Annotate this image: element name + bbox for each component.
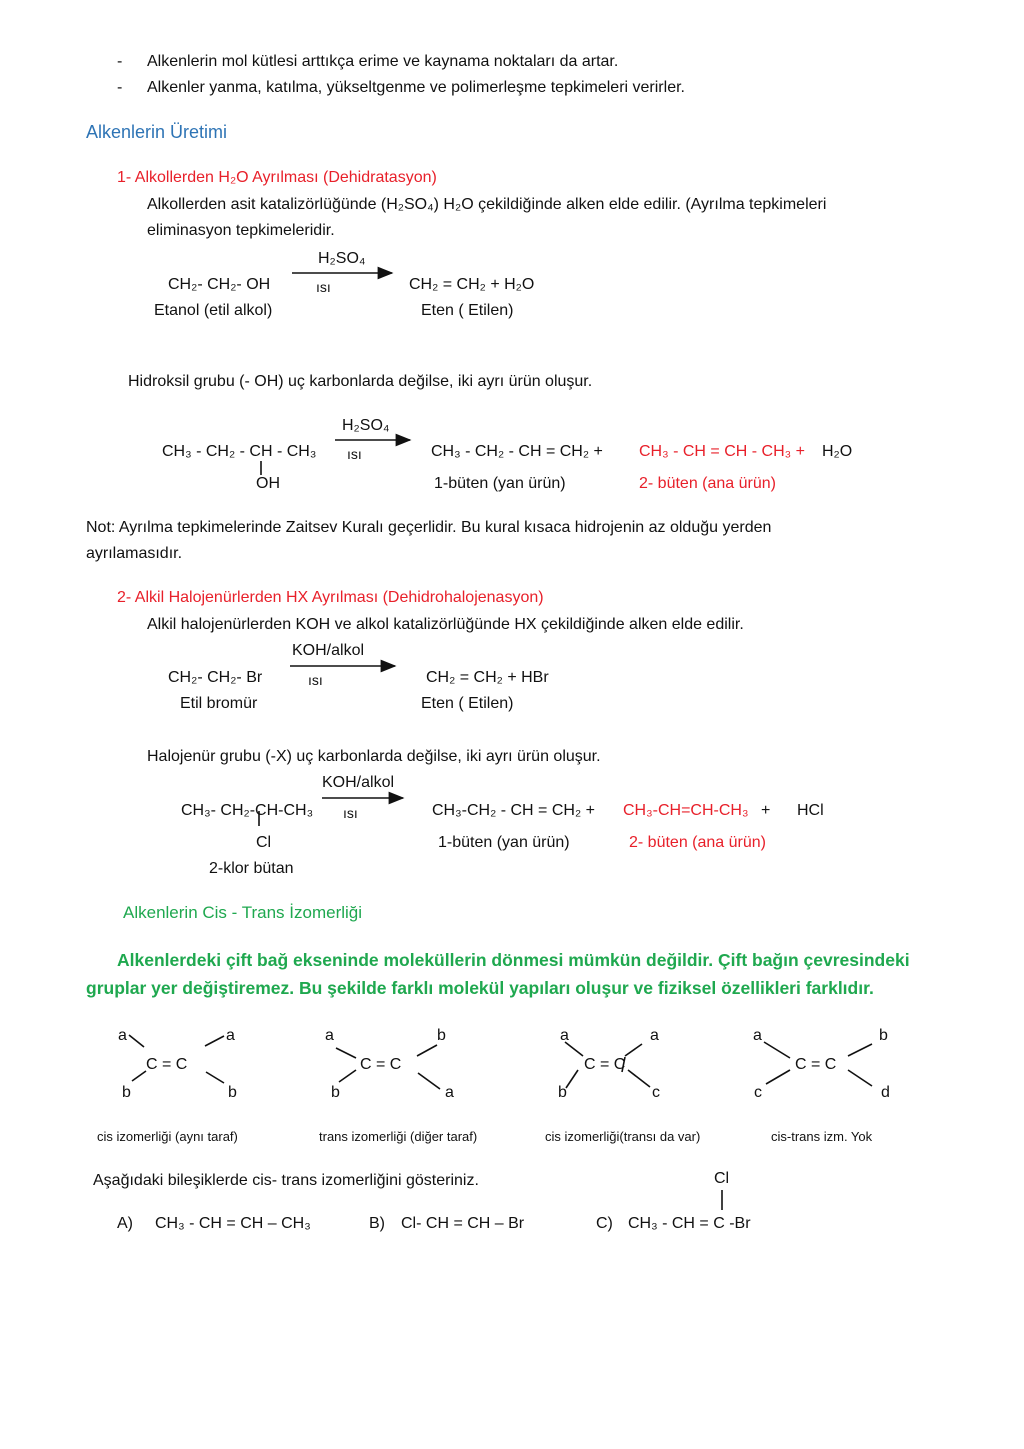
exercise-b-formula: Cl- CH = CH – Br bbox=[401, 1215, 525, 1232]
struct4-tr: b bbox=[879, 1027, 888, 1044]
r4-reactant-name: 2-klor bütan bbox=[209, 860, 294, 877]
hydroxyl-note: Hidroksil grubu (- OH) uç karbonlarda değilse, iki ayrı ürün oluşur. bbox=[128, 373, 593, 390]
struct1-core: C = C bbox=[146, 1056, 188, 1073]
struct2-tl: a bbox=[325, 1027, 334, 1044]
r4-substituent: Cl bbox=[256, 834, 272, 851]
struct2-tr: b bbox=[437, 1027, 446, 1044]
r2-water: H₂O bbox=[822, 443, 853, 460]
part2-line1: Alkil halojenürlerden KOH ve alkol katalizörlüğünde HX çekildiğinde alken elde edilir. bbox=[147, 616, 744, 633]
bullet-text: Alkenler yanma, katılma, yükseltgenme ve polimerleşme tepkimeleri verirler. bbox=[147, 79, 685, 96]
isomer-title: Alkenlerin Cis - Trans İzomerliği bbox=[123, 903, 363, 922]
r4-heat: ısı bbox=[343, 805, 358, 821]
struct1-tl: a bbox=[118, 1027, 127, 1044]
r4-main-product: CH₃-CH=CH-CH₃ bbox=[623, 802, 749, 819]
r4-side-product: CH₃-CH₂ - CH = CH₂ + bbox=[432, 802, 595, 819]
struct4-tl: a bbox=[753, 1027, 762, 1044]
struct4-bl: c bbox=[754, 1084, 762, 1101]
exercise-b-label: B) bbox=[369, 1215, 385, 1232]
struct1-bl: b bbox=[122, 1084, 131, 1101]
r4-main-name: 2- büten (ana ürün) bbox=[629, 834, 766, 851]
r1-reactant: CH₂- CH₂- OH bbox=[168, 276, 271, 293]
zaitsev-note-line1: Not: Ayrılma tepkimelerinde Zaitsev Kuralı geçerlidir. Bu kural kısaca hidrojenin az olduğu yerden bbox=[86, 519, 772, 536]
r2-catalyst: H₂SO₄ bbox=[342, 417, 390, 434]
r2-main-name: 2- büten (ana ürün) bbox=[639, 475, 776, 492]
struct2-core: C = C bbox=[360, 1056, 402, 1073]
r4-reactant: CH₃- CH₂-CH-CH₃ bbox=[181, 802, 314, 819]
r3-catalyst: KOH/alkol bbox=[292, 642, 365, 659]
struct1-caption: cis izomerliği (aynı taraf) bbox=[97, 1129, 238, 1144]
struct3-tr: a bbox=[650, 1027, 659, 1044]
r1-catalyst: H₂SO₄ bbox=[318, 250, 366, 267]
r2-side-name: 1-büten (yan ürün) bbox=[434, 475, 566, 492]
r4-catalyst: KOH/alkol bbox=[322, 774, 395, 791]
struct4-core: C = C bbox=[795, 1056, 837, 1073]
struct3-caption: cis izomerliği(transı da var) bbox=[545, 1129, 701, 1144]
exercise-c-substituent: Cl bbox=[714, 1170, 730, 1187]
exercise-a-formula: CH₃ - CH = CH – CH₃ bbox=[155, 1215, 311, 1232]
r2-heat: ısı bbox=[347, 446, 362, 462]
part1-heading: 1- Alkollerden H₂O Ayrılması (Dehidratasyon) bbox=[117, 169, 437, 186]
isomer-paragraph-line2: gruplar yer değiştiremez. Bu şekilde farklı molekül yapıları oluşur ve fiziksel özellikleri farklıdır. bbox=[86, 978, 874, 998]
r3-reactant: CH₂- CH₂- Br bbox=[168, 669, 263, 686]
r4-side-name: 1-büten (yan ürün) bbox=[438, 834, 570, 851]
isomer-paragraph-line1: Alkenlerdeki çift bağ ekseninde moleküllerin dönmesi mümkün değildir. Çift bağın çevresindeki bbox=[117, 950, 910, 970]
zaitsev-note-line2: ayrılamasıdır. bbox=[86, 545, 183, 562]
r4-hcl: HCl bbox=[797, 802, 824, 819]
r2-side-product: CH₃ - CH₂ - CH = CH₂ + bbox=[431, 443, 603, 460]
r2-reactant: CH₃ - CH₂ - CH - CH₃ bbox=[162, 443, 317, 460]
r1-product: CH₂ = CH₂ + H₂O bbox=[409, 276, 535, 293]
r3-product-name: Eten ( Etilen) bbox=[421, 695, 514, 712]
struct3-tl: a bbox=[560, 1027, 569, 1044]
struct2-bl: b bbox=[331, 1084, 340, 1101]
struct3-bl: b bbox=[558, 1084, 567, 1101]
bullet-text: Alkenlerin mol kütlesi arttıkça erime ve kaynama noktaları da artar. bbox=[147, 53, 619, 70]
part2-heading: 2- Alkil Halojenürlerden HX Ayrılması (Dehidrohalojenasyon) bbox=[117, 589, 544, 606]
r2-main-product: CH₃ - CH = CH - CH₃ + bbox=[639, 443, 805, 460]
r3-product: CH₂ = CH₂ + HBr bbox=[426, 669, 549, 686]
section-title: Alkenlerin Üretimi bbox=[86, 122, 228, 142]
bullet-dash: - bbox=[117, 79, 123, 96]
exercise-c-formula: CH₃ - CH = C -Br bbox=[628, 1215, 751, 1232]
struct2-caption: trans izomerliği (diğer taraf) bbox=[319, 1129, 478, 1144]
r1-heat: ısı bbox=[316, 279, 331, 295]
r2-substituent: OH bbox=[256, 475, 280, 492]
halide-note: Halojenür grubu (-X) uç karbonlarda değilse, iki ayrı ürün oluşur. bbox=[147, 748, 601, 765]
part1-line1: Alkollerden asit katalizörlüğünde (H₂SO₄) H₂O çekildiğinde alken elde edilir. (Ayrılma tepkimeleri bbox=[147, 196, 827, 213]
bullet-dash: - bbox=[117, 53, 123, 70]
r3-reactant-name: Etil bromür bbox=[180, 695, 258, 712]
r1-product-name: Eten ( Etilen) bbox=[421, 302, 514, 319]
exercise-a-label: A) bbox=[117, 1215, 133, 1232]
struct2-br: a bbox=[445, 1084, 454, 1101]
struct4-br: d bbox=[881, 1084, 890, 1101]
exercise-prompt: Aşağıdaki bileşiklerde cis- trans izomerliğini gösteriniz. bbox=[93, 1172, 479, 1189]
r4-plus: + bbox=[761, 802, 771, 819]
struct3-core: C = C bbox=[584, 1056, 626, 1073]
part1-line2: eliminasyon tepkimeleridir. bbox=[147, 222, 335, 239]
struct4-caption: cis-trans izm. Yok bbox=[771, 1129, 873, 1144]
struct1-tr: a bbox=[226, 1027, 235, 1044]
exercise-c-label: C) bbox=[596, 1215, 613, 1232]
struct3-br: c bbox=[652, 1084, 660, 1101]
r1-reactant-name: Etanol (etil alkol) bbox=[154, 302, 273, 319]
r3-heat: ısı bbox=[308, 672, 323, 688]
struct1-br: b bbox=[228, 1084, 237, 1101]
